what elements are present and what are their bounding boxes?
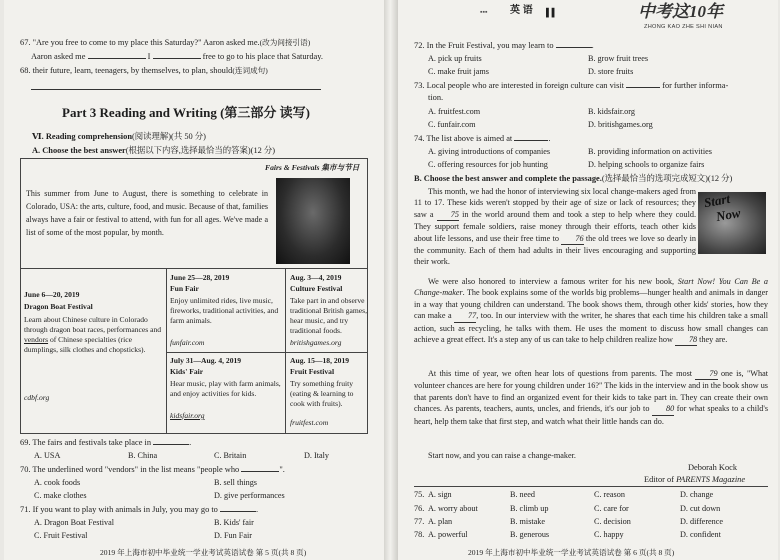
dragon-boat-url[interactable]: cdbf.org [24,393,50,402]
q74-number: 74. [414,134,425,143]
header-logo-pinyin: ZHONG KAO ZHE SHI NIAN [644,24,723,30]
q72-stem: 72. In the Fruit Festival, you may learn to . [414,41,594,50]
section-6-label: Ⅵ. Reading comprehension [32,132,132,141]
q73-option-d[interactable]: D. britishgames.org [588,120,653,129]
dragon-boat-text-1: Learn about Chinese culture in Colorado through dragon boat races, performances and [24,315,162,334]
q68-note: (连词成句) [232,66,268,75]
q72-blank[interactable] [556,47,592,48]
fun-fair-name: Fun Fair [170,284,199,293]
q70-option-a[interactable]: A. cook foods [34,478,81,487]
q72-option-a[interactable]: A. pick up fruits [428,54,482,63]
q68-number: 68. [20,66,31,75]
q74-option-a[interactable]: A. giving introductions of companies [428,147,551,156]
passage-p2d-text: they are. [699,335,728,345]
q73-number: 73. [414,81,425,90]
q71-option-c[interactable]: C. Fruit Festival [34,531,88,540]
mc-75-option-b[interactable]: B. need [510,490,536,499]
q67-blank-1[interactable] [88,58,146,59]
mc-78-option-b[interactable]: B. generous [510,530,550,539]
passage-p1a-text: This month, we had the honor of interviewing six local change-makers aged from 11 to 17. These kids weren't stopped by their age of size or lack of resources; they saw a [414,187,696,219]
q69-option-a[interactable]: A. USA [34,451,61,460]
q67-number: 67. [20,38,31,47]
q70-number: 70. [20,465,31,474]
q72-option-d[interactable]: D. store fruits [588,67,634,76]
footer-left: 2019 年上海市初中毕业统一学业考试英语试卷 第 5 页(共 8 页) [100,548,307,557]
part3-cn: (第三部分 读写) [220,105,310,120]
q67-line2-b: I [147,52,151,61]
q70-text: The underlined word "vendors" in the list means "people who [32,465,240,474]
kids-fair-date: July 31—Aug. 4, 2019 [170,356,242,365]
q72-text: In the Fruit Festival, you may learn to [426,41,554,50]
passage-p2c-text: , too. In our interview with the writer, he shares that each time his children take a small action, such as recycling, he talks with them. He uses the moment to discuss how small changes can achieve a great effect. It's a step any of us can take to help children realize how [414,311,768,345]
q74-blank[interactable] [514,140,548,141]
passage-p3 [414,368,768,427]
dragon-boat-text-2: of Chinese specialties (rice dumplings, silk clothes and chopsticks). [24,334,146,354]
mc-77-option-a[interactable]: A. plan [428,517,453,526]
festival-photo [276,178,350,264]
kids-fair-url[interactable]: kidsfair.org [170,411,205,420]
q68 [20,66,268,76]
header-subject: 英 语 [510,5,533,16]
blank-78[interactable]: 78 [675,334,697,346]
mc-77-option-b[interactable]: B. mistake [510,517,546,526]
culture-festival-date: Aug. 3—4, 2019 [290,273,342,282]
fun-fair-date: June 25—28, 2019 [170,273,230,282]
blank-80[interactable]: 80 [652,403,674,415]
fun-fair-url[interactable]: funfair.com [170,338,205,347]
q71-option-a[interactable]: A. Dragon Boat Festival [34,518,115,527]
q72-number: 72. [414,41,425,50]
fruit-festival-name: Fruit Festival [290,367,335,376]
signature-role [644,475,745,485]
book-icon: ▌▌ [546,8,558,17]
divider [166,268,167,434]
passage-p3a-text: At this time of year, we often hear lots of questions from parents. The most [428,369,693,378]
section-b-cn: (选择最恰当的选项完成短文)(12 分) [601,174,733,183]
q70-text-end: ". [279,465,285,474]
q67-blank-2[interactable] [153,58,201,59]
passage-p2 [414,276,768,346]
divider [166,352,368,353]
q69-option-c[interactable]: C. Britain [214,451,247,460]
section-a-label: A. Choose the best answer [32,146,126,155]
mc-78-option-d[interactable]: D. confident [680,530,721,539]
q73-option-c[interactable]: C. funfair.com [428,120,476,129]
magazine-name: PARENTS Magazine [676,475,746,484]
dragon-boat-date: June 6—20, 2019 [24,290,80,299]
q72-option-b[interactable]: B. grow fruit trees [588,54,649,63]
passage-p2a-text: We were also honored to interview a famous writer for his new book, [428,277,675,286]
right-page [398,0,778,560]
fruit-festival-text: Try something fruity (eating & learning to cook with fruits). [290,379,354,408]
signature-role-text: Editor of [644,475,675,484]
dragon-boat-name: Dragon Boat Festival [24,302,93,311]
q70-stem [20,465,285,475]
q67-line2-c: free to go to his place that Saturday. [202,52,323,61]
q74-option-d[interactable]: D. helping schools to organize fairs [588,160,705,169]
q74-stem: 74. The list above is aimed at . [414,134,551,143]
page-fold [384,0,398,560]
mc-75-option-d[interactable]: D. change [680,490,714,499]
section-b-label: B. Choose the best answer and complete the passage. [414,174,602,183]
part3-title: Part 3 Reading and Writing [62,105,217,120]
mc-78-option-c[interactable]: C. happy [594,530,624,539]
q73-text-end: for further informa- [662,81,729,90]
box-intro: This summer from June to August, there is something to celebrate in Colorado, USA: the arts, culture, food, and music. Because of that, families always have a fair or festival to attend, with fun for all ages. We've made a list of some of the most popular, by month. [26,189,268,237]
q72-option-c[interactable]: C. make fruit jams [428,67,489,76]
passage-p2b-text: . The book explains some of the worlds big problems—hunger health and animals in danger in a way that young children can understand. The book shows them, through other kids' stories, how they can make a [414,288,768,321]
q68-text: their future, learn, teenagers, by themselves, to plan, should [32,66,233,75]
q69-number: 69. [20,438,31,447]
mc-78-option-a[interactable]: A. powerful [428,530,468,539]
q69-text: The fairs and festivals take place in [32,438,152,447]
fun-fair-text: Enjoy unlimited rides, live music, fireworks, traditional activities, and farm animals. [170,296,279,325]
section-a-heading [32,146,275,156]
mc-77-option-c[interactable]: C. decision [594,517,631,526]
q73-text-2: tion. [428,93,444,102]
left-page [4,0,384,560]
mc-75-option-c[interactable]: C. reason [594,490,625,499]
divider [20,268,368,269]
header-dots: ▪▪▪ [480,9,488,16]
footer-right: 2019 年上海市初中毕业统一学业考试英语试卷 第 6 页(共 8 页) [468,548,675,557]
q71-stem: 71. If you want to play with animals in July, you may go to . [20,505,259,514]
q73-blank[interactable] [626,87,660,88]
q69-blank[interactable] [153,444,189,445]
passage-p1b-text: in the world around them and took a step to help where they could. They support female soldiers, raise money through their efforts, teach other kids about life lessons, and use their free time to [414,209,696,243]
mc-75-number: 75. [414,490,425,499]
mc-77-number: 77. [414,517,425,526]
mc-76-number: 76. [414,504,425,513]
q68-answer-line[interactable] [31,89,321,90]
divider [285,268,286,434]
q67-line1 [20,38,310,48]
book-title: Start Now! You Can Be a Change-maker [414,277,768,298]
blank-79[interactable]: 79 [695,368,717,380]
options-divider [414,486,768,487]
header-logo: 中考这10年 [638,2,723,21]
q70-option-d[interactable]: D. give performances [214,491,285,500]
mc-78-number: 78. [414,530,425,539]
passage-p4: Start now, and you can raise a change-maker. [428,451,576,460]
culture-festival-text: Take part in and observe traditional British games, hear music, and try traditional foods. [290,296,367,335]
mc-76-option-d[interactable]: D. cut down [680,504,721,513]
q67-line2 [31,52,323,62]
q69-stem: 69. The fairs and festivals take place in . [20,438,192,447]
q74-option-b[interactable]: B. providing information on activities [588,147,712,156]
q71-text: If you want to play with animals in July, you may go to [32,505,218,514]
dragon-boat-text [24,315,164,355]
q70-blank[interactable] [241,471,279,472]
q73-option-b[interactable]: B. kidsfair.org [588,107,635,116]
q70-option-c[interactable]: C. make clothes [34,491,87,500]
q67-line2-a: Aaron asked me [31,52,86,61]
mc-77-option-d[interactable]: D. difference [680,517,724,526]
start-now-word-2: Now [714,204,742,225]
mc-76-option-b[interactable]: B. climb up [510,504,549,513]
q74-text: The list above is aimed at [426,134,513,143]
q73-text: Local people who are interested in foreign culture can visit [426,81,624,90]
fruit-festival-url[interactable]: fruitfest.com [290,418,329,427]
section-6-heading [32,132,206,142]
mc-76-option-c[interactable]: C. care for [594,504,629,513]
q67-note: (改为间接引语) [259,38,311,47]
blank-76[interactable]: 76 [561,233,583,245]
blank-77[interactable]: 77 [454,310,476,322]
signature-name: Deborah Kock [688,463,738,472]
passage-p3c-text: for what speaks to a child's heart, help them take that first step, and watch what their little hands can do. [414,404,769,426]
fruit-festival-date: Aug. 15—18, 2019 [290,356,350,365]
q69-option-b[interactable]: B. China [128,451,158,460]
start-now-word-1: Start [702,190,732,211]
vendors-underlined: vendors [24,334,49,344]
q71-option-d[interactable]: D. Fun Fair [214,531,252,540]
q74-option-c[interactable]: C. offering resources for job hunting [428,160,548,169]
q73-option-a[interactable]: A. fruitfest.com [428,107,481,116]
blank-75[interactable]: 75 [437,209,459,221]
q71-option-b[interactable]: B. Kids' fair [214,518,254,527]
q69-option-d[interactable]: D. Italy [304,451,330,460]
mc-76-option-a[interactable]: A. worry about [428,504,478,513]
box-tag-text: Fairs & Festivals 集市与节日 [265,163,360,172]
passage-p1c-text: the old trees we love so dearly in the community. Each of them had adults in their lives encouraging and supporting their work. [414,233,697,267]
culture-festival-url[interactable]: britishgames.org [290,338,342,347]
passage-p1a [414,186,696,268]
section-a-cn: (根据以下内容,选择最恰当的答案)(12 分) [125,146,276,155]
section-b-heading [414,174,732,184]
q70-option-b[interactable]: B. sell things [214,478,257,487]
q67-text: "Are you free to come to my place this Saturday?" Aaron asked me. [32,38,260,47]
part3-heading [62,105,310,120]
kids-fair-name: Kids' Fair [170,367,204,376]
section-6-cn: (阅读理解)(共 50 分) [131,132,206,141]
q71-blank[interactable] [220,511,256,512]
culture-festival-name: Culture Festival [290,284,343,293]
q71-number: 71. [20,505,31,514]
passage-p3b-text: one is, "What volunteer chances are here for young children under 16?" The kids in the interview and in the book show us that parents don't have to find an organized event for their kids to take part in. They can create their own chances. As parents, teachers, aunts, uncles, and friends, it's our job to [414,369,769,414]
mc-75-option-a[interactable]: A. sign [428,490,452,499]
q73-stem [414,81,728,91]
box-tag [265,163,359,173]
kids-fair-text: Hear music, play with farm animals, and enjoy activities for kids. [170,379,281,398]
